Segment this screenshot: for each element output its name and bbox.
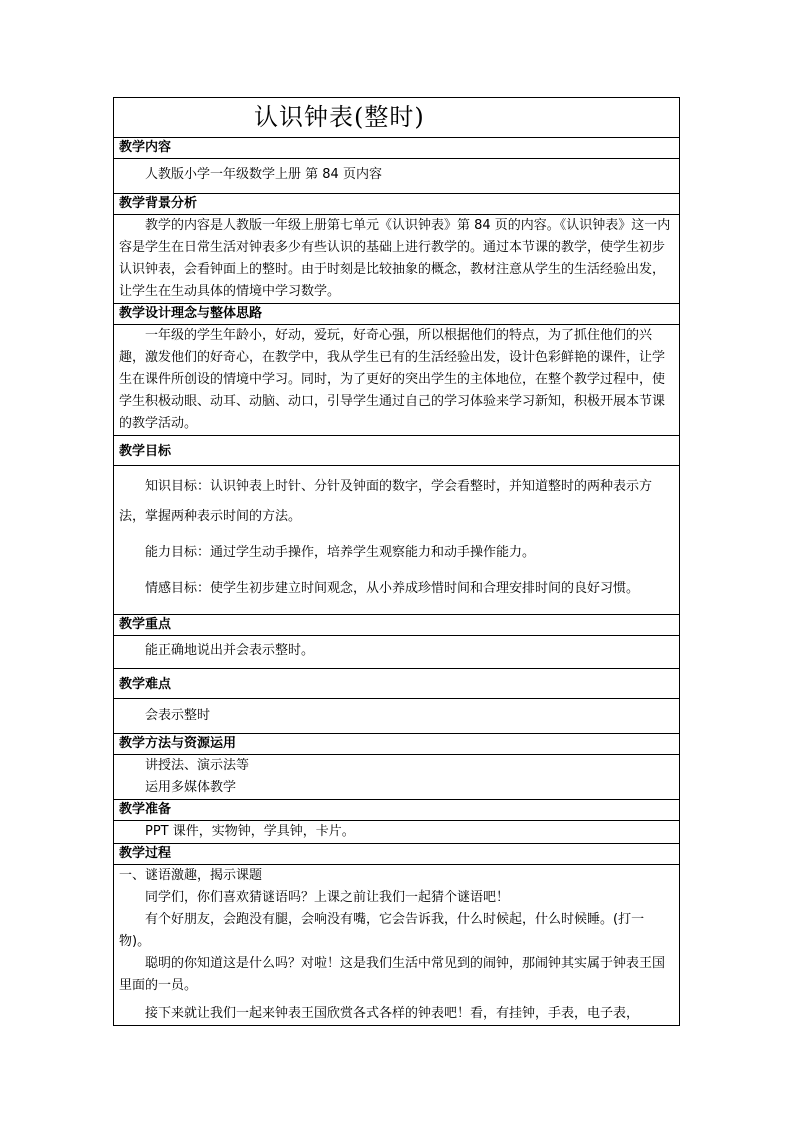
heading-difficulty: 教学难点 (119, 677, 172, 692)
content-text: 人教版小学一年级数学上册 第 84 页内容 (145, 167, 382, 182)
process-step-1-title: 一、谜语激趣，揭示课题 (119, 868, 263, 883)
lesson-plan-table (113, 97, 680, 1026)
goal-emotion: 情感目标：使学生初步建立时间观念，从小养成珍惜时间和合理安排时间的良好习惯。 (145, 581, 640, 596)
process-paragraph-4: 接下来就让我们一起来钟表王国欣赏各式各样的钟表吧！看，有挂钟，手表，电子表， (145, 1006, 640, 1021)
key-text: 能正确地说出并会表示整时。 (145, 643, 315, 658)
heading-key: 教学重点 (119, 617, 172, 632)
heading-methods: 教学方法与资源运用 (119, 736, 237, 751)
heading-background: 教学背景分析 (119, 196, 198, 211)
heading-preparation: 教学准备 (119, 802, 172, 817)
process-paragraph-2: 有个好朋友，会跑没有腿，会响没有嘴，它会告诉我，什么时候起，什么时候睡。(打一物)。 (119, 912, 645, 949)
process-paragraph-1: 同学们，你们喜欢猜谜语吗？上课之前让我们一起猜个谜语吧！ (145, 890, 510, 905)
goal-ability: 能力目标：通过学生动手操作，培养学生观察能力和动手操作能力。 (145, 545, 536, 560)
methods-line-2: 运用多媒体教学 (145, 780, 237, 795)
process-paragraph-3: 聪明的你知道这是什么吗？对啦！这是我们生活中常见到的闹钟，那闹钟其实属于钟表王国里面的一员。 (119, 956, 666, 993)
difficulty-text: 会表示整时 (145, 708, 211, 723)
heading-process: 教学过程 (119, 846, 172, 861)
methods-line-1: 讲授法、演示法等 (145, 758, 250, 773)
background-text: 教学的内容是人教版一年级上册第七单元《认识钟表》第 84 页的内容。《认识钟表》这一内容是学生在日常生活对钟表多少有些认识的基础上进行教学的。通过本节课的教学，使学生初步认识钟表，会看钟面上的整时。由于时刻是比较抽象的概念，教材注意从学生的生活经验出发，让学生在生动具体的情境中学习数学。 (119, 218, 671, 299)
goal-knowledge: 知识目标：认识钟表上时针、分针及钟面的数字，学会看整时，并知道整时的两种表示方法，掌握两种表示时间的方法。 (119, 479, 653, 524)
heading-goals: 教学目标 (119, 444, 172, 459)
page-title: 认识钟表(整时) (254, 103, 425, 131)
title-cell (114, 98, 680, 138)
heading-design: 教学设计理念与整体思路 (119, 306, 263, 321)
design-text: 一年级的学生年龄小，好动，爱玩，好奇心强，所以根据他们的特点，为了抓住他们的兴趣，激发他们的好奇心，在教学中，我从学生已有的生活经验出发，设计色彩鲜艳的课件，让学生在课件所创设的情境中学习。同时，为了更好的突出学生的主体地位，在整个教学过程中，使学生积极动眼、动耳、动脑、动口，引导学生通过自己的学习体验来学习新知，积极开展本节课的教学活动。 (119, 328, 666, 431)
heading-content: 教学内容 (119, 140, 172, 155)
preparation-text: PPT 课件，实物钟，学具钟，卡片。 (145, 824, 355, 839)
